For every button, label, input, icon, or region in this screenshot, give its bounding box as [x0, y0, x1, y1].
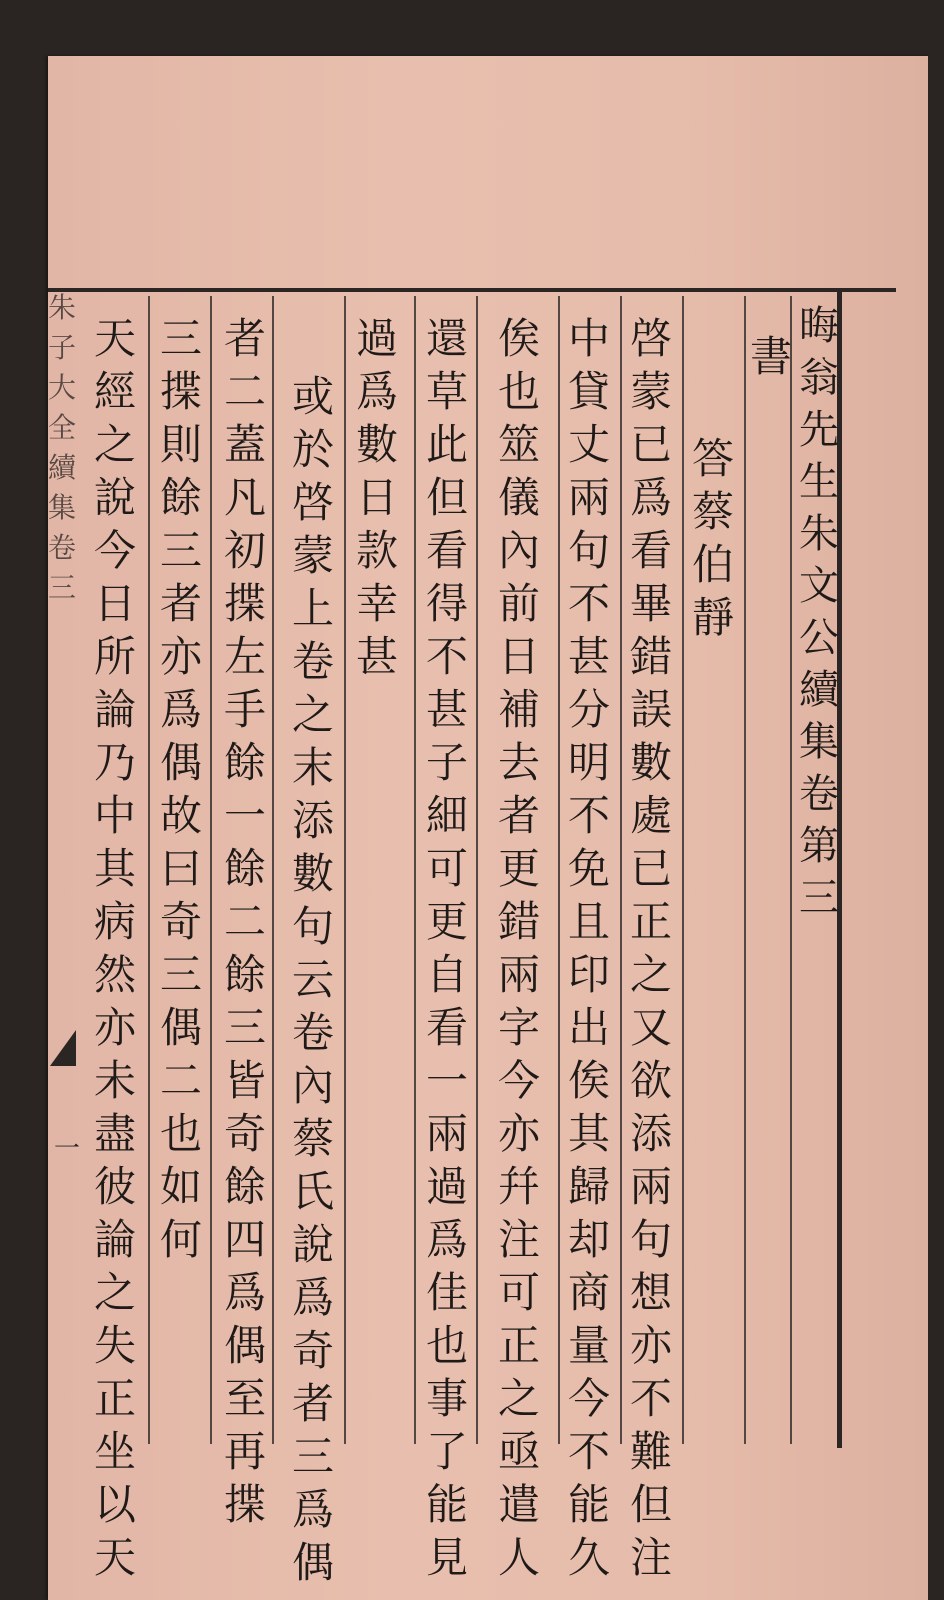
column-rule — [744, 296, 746, 1444]
column-rule — [272, 296, 274, 1444]
page-edge — [928, 40, 944, 1600]
column-rule — [414, 296, 416, 1444]
column-rule — [558, 296, 560, 1444]
text-column: 三揲則餘三者亦爲偶故曰奇三偶二也如何 — [159, 314, 202, 1264]
text-column: 過爲數日款幸甚 — [355, 314, 398, 681]
spine-title: 朱子大全續集卷三 — [48, 291, 77, 604]
column-rule — [148, 296, 150, 1444]
letter-title: 答蔡伯靜 — [691, 434, 734, 642]
column-rule — [476, 296, 478, 1444]
column-rule — [682, 296, 684, 1444]
text-column: 天經之說今日所論乃中其病然亦未盡彼論之失正坐以天 — [93, 314, 136, 1582]
column-rule — [210, 296, 212, 1444]
volume-title: 晦翁先生朱文公續集卷第三 — [799, 303, 839, 921]
section-heading: 書 — [749, 332, 792, 381]
text-column: 俟也筮儀內前日補去者更錯兩字今亦幷注可正之亟遣人 — [497, 314, 540, 1582]
column-rule — [620, 296, 622, 1444]
text-column: 者二蓋凡初揲左手餘一餘二餘三皆奇餘四爲偶至再揲 — [223, 314, 266, 1529]
column-rule — [344, 296, 346, 1444]
text-column: 或於啓蒙上卷之末添數句云卷內蔡氏說爲奇者三爲偶 — [291, 372, 334, 1587]
text-column: 還草此但看得不甚子細可更自看一兩過爲佳也事了能見 — [425, 314, 468, 1582]
text-column: 啓蒙已爲看畢錯誤數處已正之又欲添兩句想亦不難但注 — [629, 314, 672, 1582]
folio-number: 一 — [54, 1134, 81, 1164]
column-rule — [790, 296, 792, 1444]
text-column: 中貸丈兩句不甚分明不免且印出俟其歸却商量今不能久 — [567, 314, 610, 1582]
